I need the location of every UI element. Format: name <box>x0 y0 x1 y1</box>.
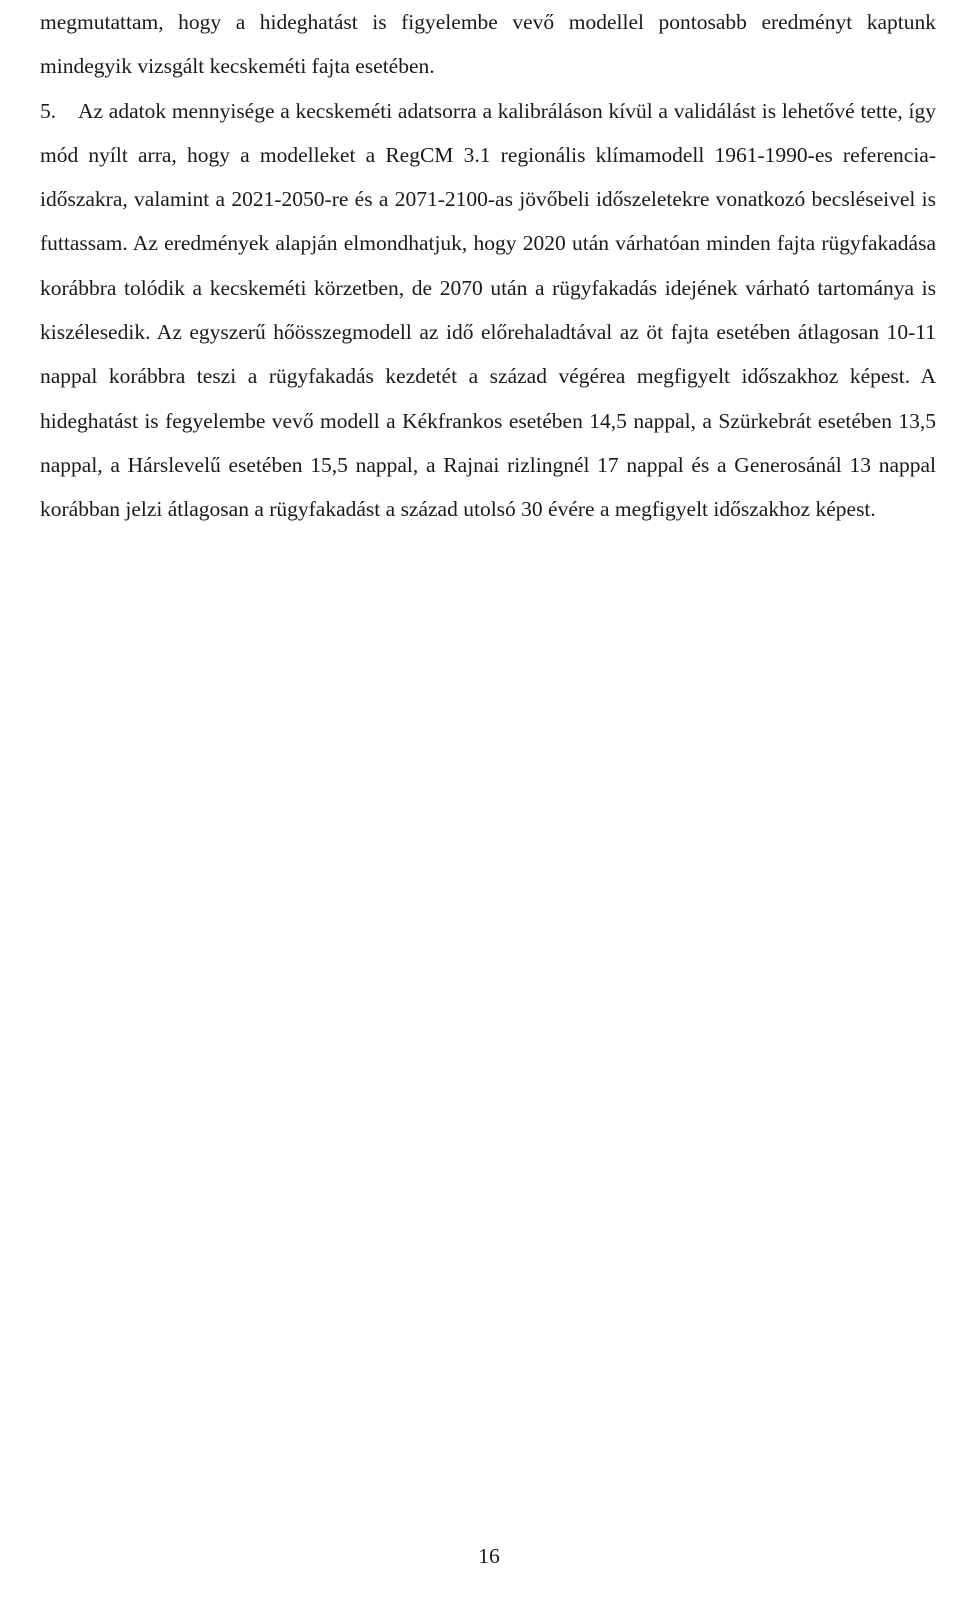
item-text-wrapper <box>40 89 936 532</box>
item-number: 5. <box>40 98 57 123</box>
numbered-item-5 <box>40 89 936 532</box>
item-text: Az adatok mennyisége a kecskeméti adatsorra a kalibráláson kívül a validálást is lehetővé tette, így mód nyílt arra, hogy a modelleket a RegCM 3.1 regionális klímamodell 1961-1990-es referencia-időszakra, valamint a 2021-2050-re és a 2071-2100-as jövőbeli időszeletekre vonatkozó becsléseivel is futtassam. Az eredmények alapján elmondhatjuk, hogy 2020 után várhatóan minden fajta rügyfakadása korábbra tolódik a kecskeméti körzetben, de 2070 után a rügyfakadás idejének várható tartománya is kiszélesedik. Az egyszerű hőösszegmodell az idő előrehaladtával az öt fajta esetében átlagosan 10-11 nappal korábbra teszi a rügyfakadás kezdetét a század végérea megfigyelt időszakhoz képest. A hideghatást is fegyelembe vevő modell a Kékfrankos esetében 14,5 nappal, a Szürkebrát esetében 13,5 nappal, a Hárslevelű esetében 15,5 nappal, a Rajnai rizlingnél 17 nappal és a Generosánál 13 nappal korábban jelzi átlagosan a rügyfakadást a század utolsó 30 évére a megfigyelt időszakhoz képest. <box>40 98 936 522</box>
page-content <box>40 0 936 532</box>
paragraph-continuation: megmutattam, hogy a hideghatást is figyelembe vevő modellel pontosabb eredményt kaptunk mindegyik vizsgált kecskeméti fajta esetében. <box>40 10 936 79</box>
page-number: 16 <box>478 1544 500 1568</box>
